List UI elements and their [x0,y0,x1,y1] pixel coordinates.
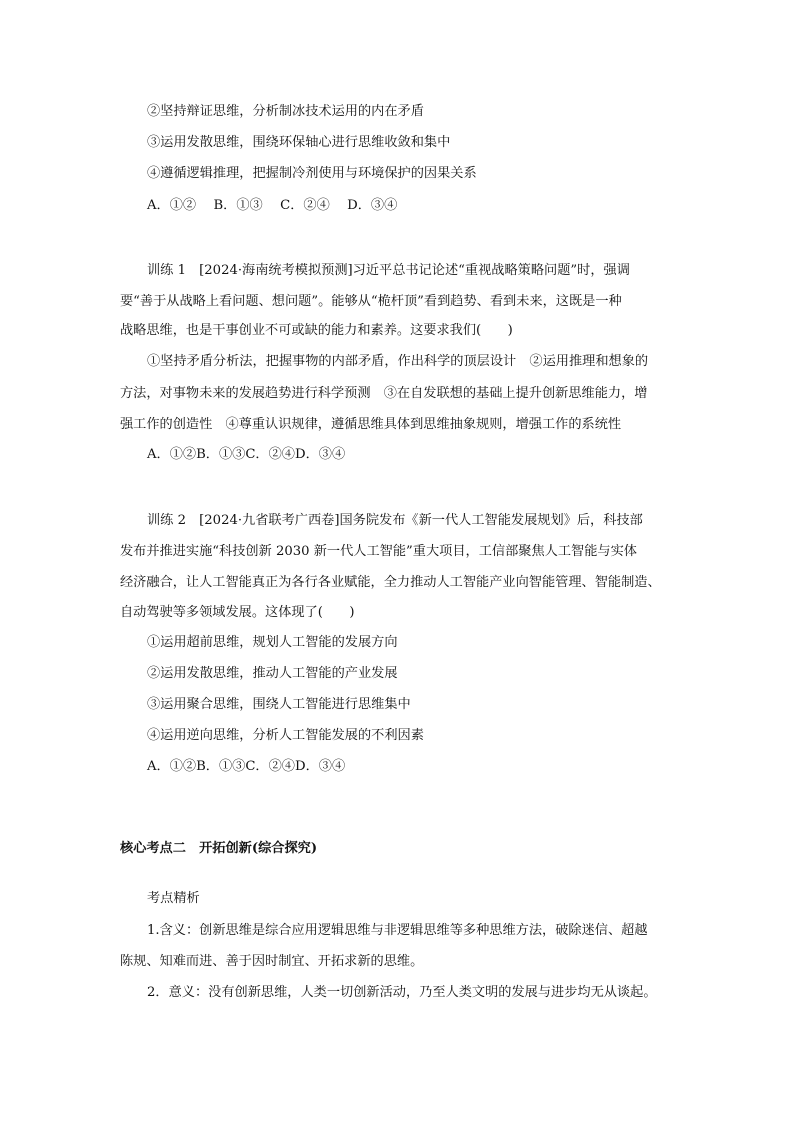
training-2-line: 发布并推进实施“科技创新 2030 新一代人工智能”重大项目，工信部聚焦人工智能与实体 [120,544,637,559]
training-2-option: ②运用发散思维，推动人工智能的产业发展 [147,666,398,681]
top-option-4: ④遵循逻辑推理，把握制冷剂使用与环境保护的因果关系 [147,166,477,181]
training-2-option: ④运用逆向思维，分析人工智能发展的不利因素 [147,728,424,743]
training-1-options-line: ①坚持矛盾分析法，把握事物的内部矛盾，作出科学的顶层设计 ②运用推理和想象的 [147,354,649,369]
training-1-options-line: 方法，对事物未来的发展趋势进行科学预测 ③在自发联想的基础上提升创新思维能力，增 [120,386,648,401]
analysis-line: 2．意义：没有创新思维，人类一切创新活动，乃至人类文明的发展与进步均无从谈起。 [147,985,657,1000]
training-2-answer-choices: A．①②B．①③C．②④D．③④ [147,759,346,774]
top-answer-choices: A．①② B．①③ C．②④ D．③④ [147,198,398,213]
analysis-title: 考点精析 [147,891,200,906]
training-1-options-line: 强工作的创造性 ④尊重认识规律，遵循思维具体到思维抽象规则，增强工作的系统性 [120,417,622,432]
training-1-line: 训练 1 [2024·海南统考模拟预测]习近平总书记论述“重视战略策略问题”时，强调 [147,263,630,278]
training-2-option: ③运用聚合思维，围绕人工智能进行思维集中 [147,697,411,712]
training-2-line: 自动驾驶等多领域发展。这体现了( ) [120,605,355,620]
training-2-line: 经济融合，让人工智能真正为各行各业赋能，全力推动人工智能产业向智能管理、智能制造、 [120,575,661,590]
top-option-3: ③运用发散思维，围绕环保轴心进行思维收敛和集中 [147,135,451,150]
training-2-option: ①运用超前思维，规划人工智能的发展方向 [147,635,398,650]
analysis-line: 1.含义：创新思维是综合应用逻辑思维与非逻辑思维等多种思维方法，破除迷信、超越 [147,923,648,938]
top-option-2: ②坚持辩证思维，分析制冰技术运用的内在矛盾 [147,104,424,119]
analysis-line: 陈规、知难而进、善于因时制宜、开拓求新的思维。 [120,954,424,969]
training-1-line: 战略思维，也是干事创业不可或缺的能力和素养。这要求我们( ) [120,323,513,338]
training-2-line: 训练 2 [2024·九省联考广西卷]国务院发布《新一代人工智能发展规划》后，科技部 [147,513,643,528]
section-heading: 核心考点二 开拓创新(综合探究) [120,841,318,856]
training-1-line: 要“善于从战略上看问题、想问题”。能够从“桅杆顶”看到趋势、看到未来，这既是一种 [120,294,622,309]
training-1-answer-choices: A．①②B．①③C．②④D．③④ [147,447,346,462]
